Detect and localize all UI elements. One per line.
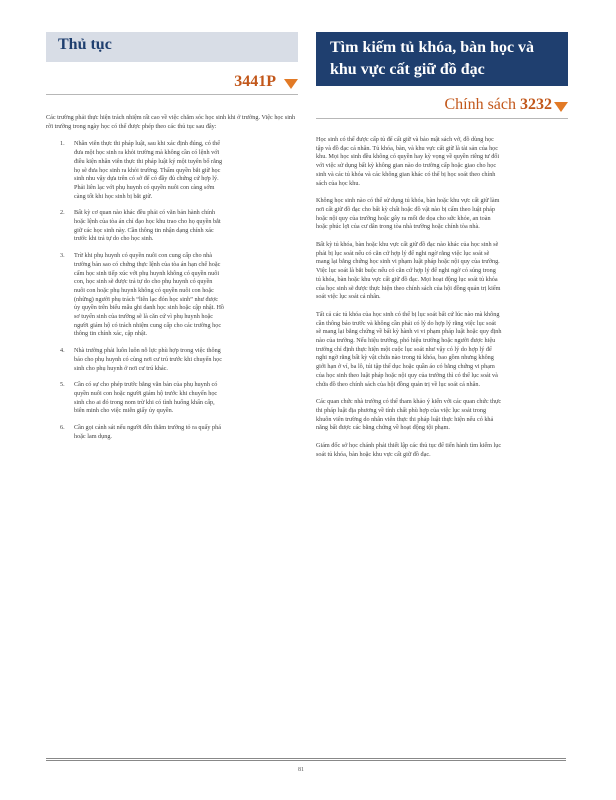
right-body	[316, 136, 502, 469]
right-header-banner	[316, 32, 568, 86]
policy-label: Chính sách	[444, 96, 516, 113]
left-divider	[46, 94, 298, 95]
left-triangle-marker-icon	[284, 79, 298, 89]
right-divider	[316, 118, 568, 119]
procedure-list	[46, 140, 296, 441]
paragraph: Giám đốc sở học chánh phải thiết lập các thủ tục để tiến hành tìm kiếm lục soát tủ khóa, bàn hoặc khu vực cất giữ đồ đạc.	[316, 442, 502, 458]
list-item: 1. Nhân viên thực thi pháp luật, sau khi xác định đúng, có thể đưa một học sinh ra khỏi trường mà không cần có lệnh với điều kiện nhân viên thực thi pháp luật ký một tuyên bố rằng họ sẽ đưa học sinh ra khỏi trường. Thẩm quyền bắt giữ học sinh nhu vậy dựa trên có sở để có đầy đủ chứng cứ hợp lý. Phải liên lạc với phụ huynh có quyền nuôi con càng sớm càng tốt khi học sinh bị bắt giữ.	[60, 140, 223, 200]
left-section-title: Thủ tục	[58, 36, 112, 53]
right-section-title: Tìm kiếm tủ khóa, bàn học và khu vực cất giữ đồ đạc	[330, 39, 535, 78]
list-item: 4. Nhà trường phải luôn luôn nỗ lực phù hợp trong việc thông báo cho phụ huynh có cùng nơi cư trú trước khi chuyển học sinh cho phụ huynh ở nơi cư trú khác.	[60, 347, 222, 372]
list-item: 3. Trừ khi phụ huynh có quyền nuôi con cung cấp cho nhà trường bản sao có chứng thực lệnh của tòa án hạn chế hoặc cấm học sinh tiếp xúc với phụ huynh không có quyền nuôi con, học sinh sẽ được trả tự do cho phụ huynh có quyền nuôi con hoặc phụ huynh không có quyền nuôi con hoặc (những) người phụ trách “liên lạc đón học sinh” như được ủy quyền trên biểu mẫu ghi danh học sinh hoặc cập nhật. Hồ sơ tuyển sinh của trường sẽ là căn cứ vì phụ huynh hoặc người giám hộ có trách nhiệm cung cấp cho các trường học thông tin chính xác, cập nhật.	[60, 252, 225, 338]
left-intro: Các trường phải thực hiện trách nhiệm rất cao về việc chăm sóc học sinh khi ở trường. Việc học sinh rời trường trong ngày học có thể được phép theo các thủ tục sau đây:	[46, 114, 296, 130]
left-body	[46, 114, 296, 450]
left-header-banner	[46, 32, 298, 62]
list-item: 6. Cần gọi cảnh sát nếu người đến thăm trường tỏ ra quấy phá hoặc lam dụng.	[60, 424, 221, 440]
right-policy-code	[444, 96, 552, 114]
paragraph: Học sinh có thể được cấp tủ để cất giữ và bảo mật sách vở, đồ dùng học tập và đồ đạc cá nhân. Tủ khóa, bàn, và khu vực cất giữ là tài sản của học khu. Mọi học sinh đều không có quyền hay kỳ vọng về quyền riêng tư đối với việc sử dụng bất kỳ không gian nào do trường cấp hoặc giao cho học sinh và các tủ khóa và các không gian khác có thể bị học soát theo chính sách của học khu.	[316, 136, 500, 187]
footer-rule-bottom	[46, 760, 566, 761]
right-triangle-marker-icon	[554, 102, 568, 112]
footer-rule-top	[46, 758, 566, 759]
paragraph: Các quan chức nhà trường có thể tham khảo ý kiến với các quan chức thực thi pháp luật địa phương về tính chất phù hợp của việc lục soát trong khuôn viên trường do nhân viên thực thi pháp luật thực hiện nếu có khả năng bất được các bằng chứng về hoạt động tội phạm.	[316, 398, 502, 432]
policy-number: 3232	[520, 96, 552, 113]
left-policy-code: 3441P	[234, 73, 276, 90]
paragraph: Không học sinh nào có thể sử dụng tủ khóa, bàn hoặc khu vực cất giữ làm nơi cất giữ đồ đạc cho bất kỳ chất hoặc đồ vật nào bị cấm theo luật pháp hoặc nội quy của trường hoặc gây ra mối đe dọa cho sức khỏe, an toàn hoặc phúc lợi của cư dân trong tòa nhà trường hoặc chính tòa nhà.	[316, 197, 500, 231]
list-item: 5. Cần có sự cho phép trước bằng văn bản của phụ huynh có quyền nuôi con hoặc người giám hộ trước khi chuyển học sinh cho ai đó trong nom trừ khi có tình huống khẩn cấp, biên minh cho việc miễn giấy ủy quyền.	[60, 381, 218, 415]
paragraph: Bất kỳ tủ khóa, bàn hoặc khu vực cất giữ đồ đạc nào khác của học sinh sẽ phải bị lục soát nếu có căn cứ hợp lý để nghi ngờ rằng việc lục soát sẽ mang lại bằng chứng học sinh vi phạm luật pháp hoặc nội quy của trường. Việc lục soát là bắt buộc nếu có căn cứ hợp lý để nghi ngờ có súng trong tủ khóa, bàn hoặc khu vực cất giữ đồ đạc. Mọi hoạt động lục soát tủ khóa của học sinh sẽ được thực hiện theo chính sách của hội đồng quản trị kiểm soát việc lục soát cá nhân.	[316, 241, 501, 301]
page-number: 81	[298, 767, 304, 773]
list-item: 2. Bất kỳ cơ quan nào khác đều phải có văn bản hành chính hoặc lệnh của tòa án chỉ đạo học khu trao cho họ quyền bắt giữ các học sinh này. Cần thông tin nhận dạng chính xác trước khi trả tự do cho học sinh.	[60, 209, 221, 243]
paragraph: Tất cả các tủ khóa của học sinh có thể bị lục soát bất cứ lúc nào mà không cần thông báo trước và không cần phải có lý do hợp lý rằng việc lục soát sẽ mang lại bằng chứng về bất kỳ hành vi vi phạm pháp luật hoặc quy định nào của trường. Nếu hiệu trưởng, phó hiệu trưởng hoặc người được hiệu trưởng chỉ định thực hiện một cuộc lục soát như vậy có lý do hợp lý để nghi ngờ rằng bất kỳ vật chứa nào trong tủ khóa, bao gồm nhưng không giới hạn ở ví, ba lô, túi tập thể dục hoặc quần áo có bằng chứng vi phạm của học sinh theo luật pháp hoặc nội quy của trường thì có thể lục soát và chứa đồ theo chính sách của hội đồng quản trị về lục soát cá nhân.	[316, 310, 502, 388]
